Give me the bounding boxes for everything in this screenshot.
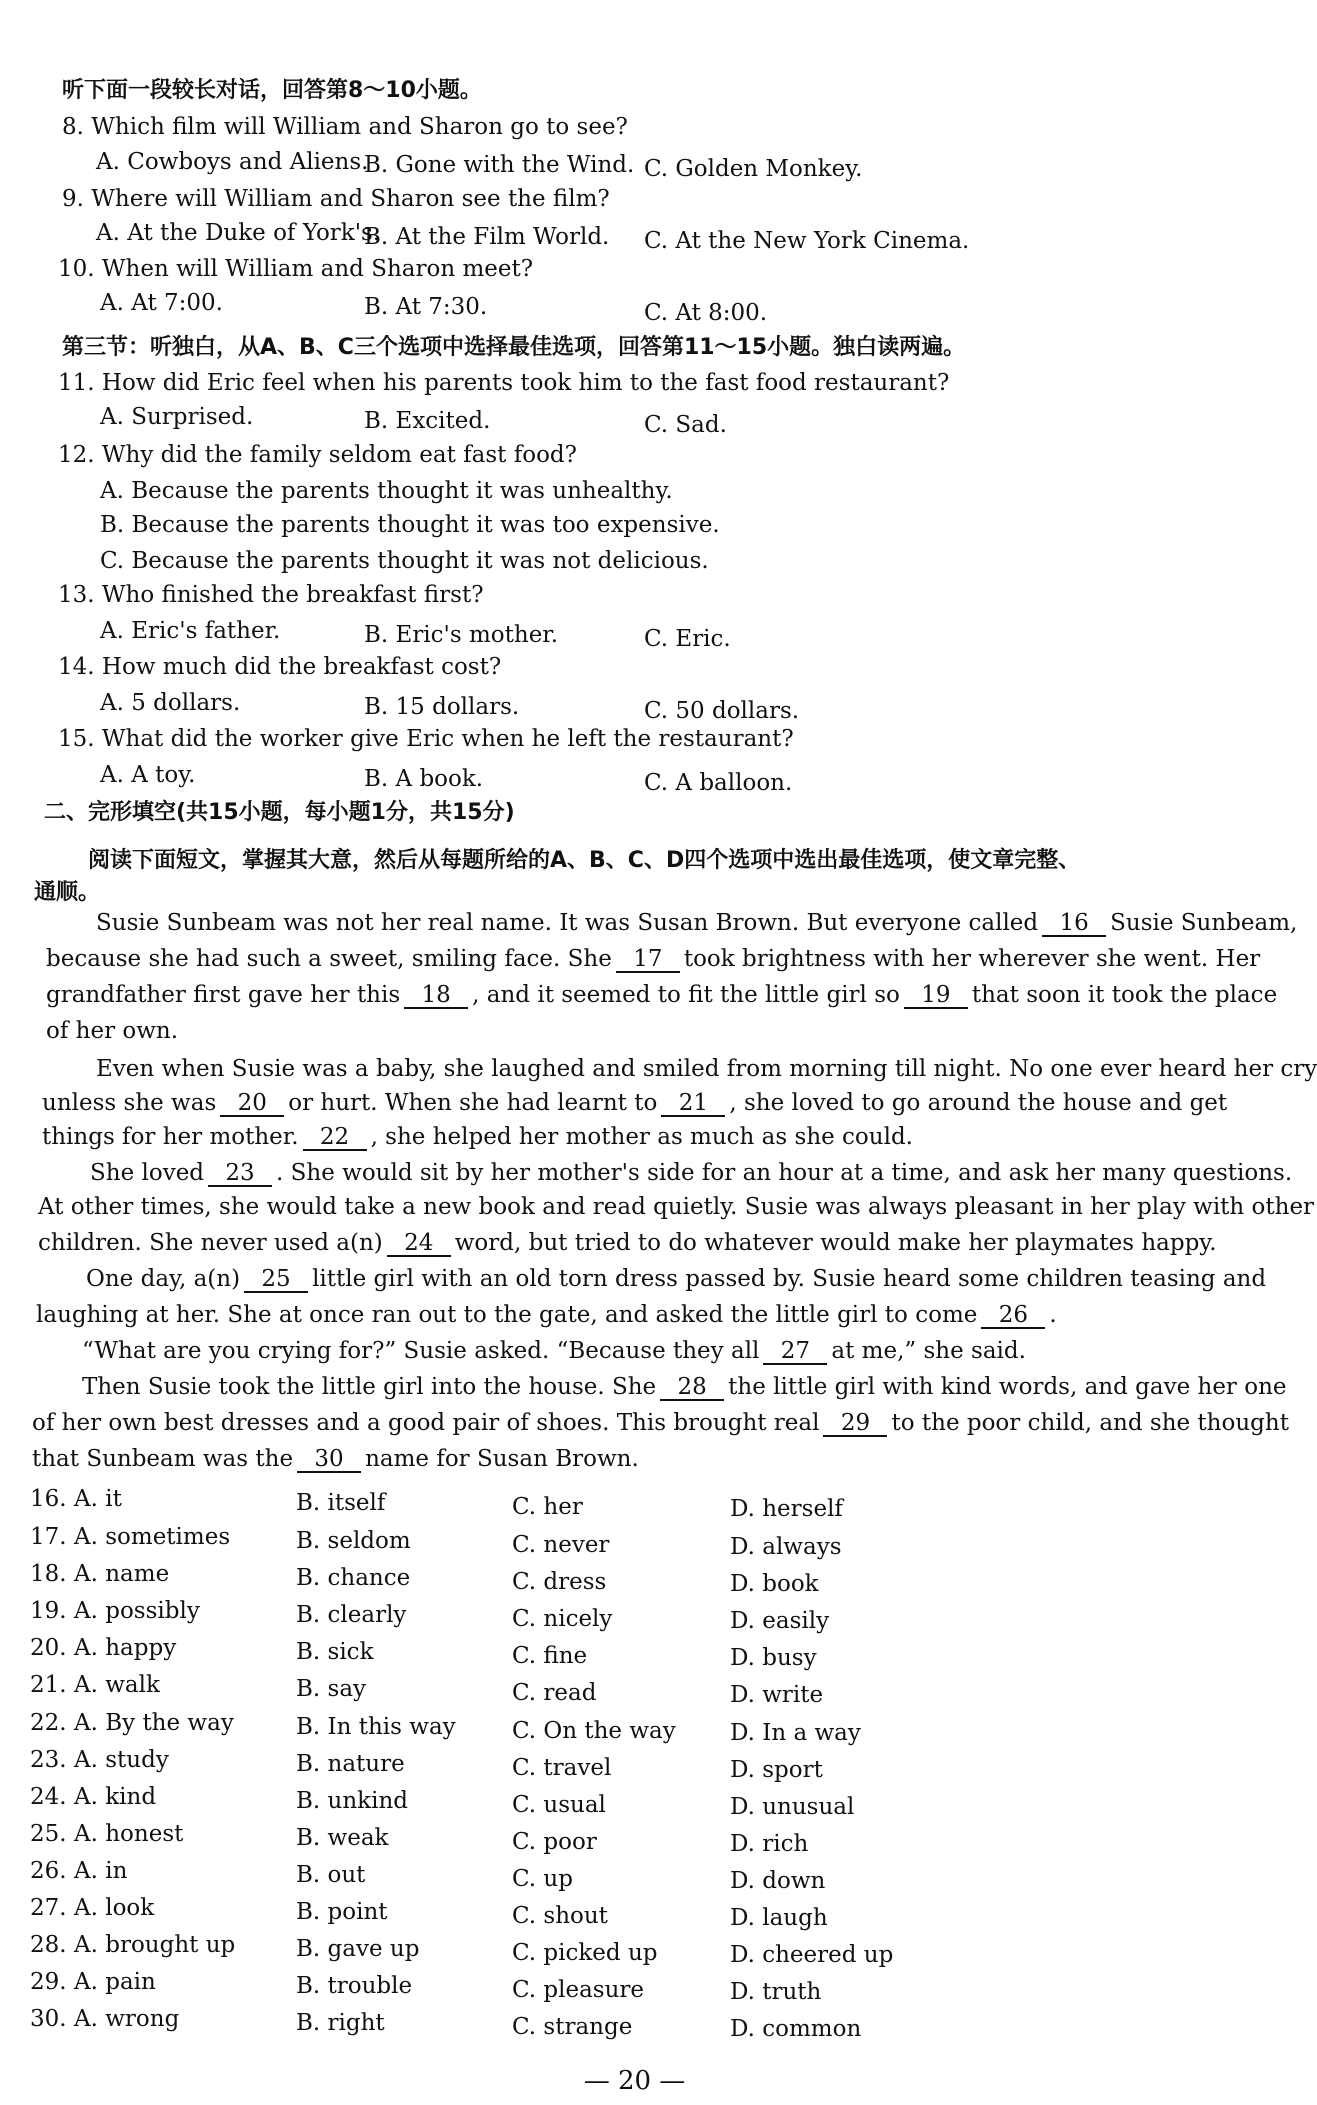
blank-26: 26 [981,1303,1045,1329]
option-b: B. gave up [296,1936,420,1962]
passage-line: “What are you crying for?” Susie asked. “Because they all 27 at me,” she said. [82,1338,1026,1364]
option-c: C. A balloon. [644,770,793,796]
passage-line: that Sunbeam was the 30 name for Susan Brown. [32,1446,639,1472]
option-a: A. possibly [74,1598,200,1624]
passage-line: unless she was 20 or hurt. When she had learnt to 21 , she loved to go around the house and get [42,1090,1228,1116]
blank-25: 25 [244,1267,308,1293]
passage-line: grandfather first gave her this 18 , and it seemed to fit the little girl so 19 that soon it took the place [46,982,1278,1008]
option-b: B. weak [296,1825,389,1851]
option-b: B. nature [296,1751,405,1777]
option-c: C. Eric. [644,626,731,652]
option-a: A. At the Duke of York's. [96,220,381,246]
option-number: 21. [30,1672,67,1698]
option-c: C. shout [512,1903,608,1929]
option-b: B. Excited. [364,408,491,434]
section-intro-dialogue: 听下面一段较长对话，回答第8～10小题。 [62,78,482,103]
option-b: B. Eric's mother. [364,622,559,648]
option-d: D. In a way [730,1720,861,1746]
passage-line: Susie Sunbeam was not her real name. It was Susan Brown. But everyone called 16 Susie Sunbeam, [96,910,1298,936]
question-stem: 15. What did the worker give Eric when he left the restaurant? [58,726,794,752]
option-a: A. pain [74,1969,156,1995]
option-c: C. pleasure [512,1977,645,2003]
blank-16: 16 [1042,911,1106,937]
option-d: D. rich [730,1831,809,1857]
option-a: A. brought up [74,1932,236,1958]
option-number: 28. [30,1932,67,1958]
option-number: 18. [30,1561,67,1587]
option-b: B. right [296,2010,385,2036]
option-c: C. usual [512,1792,606,1818]
blank-18: 18 [404,983,468,1009]
blank-29: 29 [823,1411,887,1437]
question-stem: 9. Where will William and Sharon see the film? [62,186,610,212]
passage-line: One day, a(n) 25 little girl with an old torn dress passed by. Susie heard some children teasing and [86,1266,1267,1292]
option-b: B. point [296,1899,388,1925]
option-b: B. sick [296,1639,374,1665]
option-a: A. study [74,1747,169,1773]
passage-line: Then Susie took the little girl into the house. She 28 the little girl with kind words, and gave her one [82,1374,1287,1400]
option-a: A. By the way [74,1710,234,1736]
option-a: A. in [74,1858,128,1884]
option-number: 23. [30,1747,67,1773]
blank-21: 21 [661,1091,725,1117]
option-c: C. her [512,1494,583,1520]
option-c: C. picked up [512,1940,658,1966]
passage-line: She loved 23 . She would sit by her mother's side for an hour at a time, and ask her many questions. [90,1160,1293,1186]
option-a: A. happy [74,1635,177,1661]
option-b: B. Because the parents thought it was too expensive. [100,512,720,538]
option-b: B. A book. [364,766,484,792]
question-stem: 12. Why did the family seldom eat fast food? [58,442,577,468]
option-b: B. 15 dollars. [364,694,520,720]
option-number: 20. [30,1635,67,1661]
question-stem: 8. Which film will William and Sharon go to see? [62,114,628,140]
option-a: A. 5 dollars. [100,690,241,716]
option-a: A. A toy. [100,762,196,788]
passage-line: because she had such a sweet, smiling face. She 17 took brightness with her wherever she went. Her [46,946,1261,972]
option-c: C. Golden Monkey. [644,156,863,182]
option-b: B. unkind [296,1788,408,1814]
option-c: C. strange [512,2014,633,2040]
option-a: A. wrong [74,2006,180,2032]
blank-22: 22 [303,1125,367,1151]
option-b: B. trouble [296,1973,413,1999]
option-number: 24. [30,1784,67,1810]
option-d: D. book [730,1571,819,1597]
blank-27: 27 [763,1339,827,1365]
option-a: A. Surprised. [100,404,254,430]
option-c: C. up [512,1866,573,1892]
option-b: B. At 7:30. [364,294,488,320]
blank-30: 30 [297,1447,361,1473]
option-c: C. On the way [512,1718,676,1744]
option-number: 16. [30,1486,67,1512]
cloze-instructions: 阅读下面短文，掌握其大意，然后从每题所给的A、B、C、D四个选项中选出最佳选项，使文章完整、 [88,848,1081,873]
passage-line: Even when Susie was a baby, she laughed and smiled from morning till night. No one ever heard her cry [96,1056,1317,1082]
option-c: C. 50 dollars. [644,698,800,724]
option-a: A. sometimes [74,1524,231,1550]
question-stem: 13. Who finished the breakfast first? [58,582,484,608]
option-b: B. out [296,1862,366,1888]
option-b: B. itself [296,1490,386,1516]
option-number: 22. [30,1710,67,1736]
page-number: — 20 — [583,2066,686,2096]
option-c: C. travel [512,1755,612,1781]
option-c: C. nicely [512,1606,613,1632]
option-c: C. never [512,1532,610,1558]
blank-20: 20 [220,1091,284,1117]
option-a: A. Cowboys and Aliens. [96,149,369,175]
option-b: B. say [296,1676,367,1702]
section-heading-cloze: 二、完形填空(共15小题，每小题1分，共15分) [44,800,515,825]
passage-line: At other times, she would take a new book and read quietly. Susie was always pleasant in her play with other [38,1194,1315,1220]
option-a: A. it [74,1486,122,1512]
option-number: 29. [30,1969,67,1995]
blank-19: 19 [904,983,968,1009]
question-stem: 14. How much did the breakfast cost? [58,654,502,680]
option-d: D. always [730,1534,842,1560]
option-b: B. chance [296,1565,411,1591]
option-a: A. Because the parents thought it was unhealthy. [100,478,673,504]
option-number: 17. [30,1524,67,1550]
section-intro-monologue: 第三节：听独白，从A、B、C三个选项中选择最佳选项，回答第11～15小题。独白读两遍。 [62,335,966,360]
question-stem: 11. How did Eric feel when his parents took him to the fast food restaurant? [58,370,950,396]
question-stem: 10. When will William and Sharon meet? [58,256,534,282]
option-a: A. walk [74,1672,160,1698]
option-b: B. Gone with the Wind. [364,152,635,178]
option-d: D. down [730,1868,826,1894]
option-number: 30. [30,2006,67,2032]
option-a: A. honest [74,1821,184,1847]
option-c: C. fine [512,1643,588,1669]
option-b: B. clearly [296,1602,407,1628]
option-c: C. Sad. [644,412,727,438]
option-d: D. common [730,2016,862,2042]
blank-23: 23 [208,1161,272,1187]
passage-line: laughing at her. She at once ran out to the gate, and asked the little girl to come 26 . [36,1302,1057,1328]
option-number: 25. [30,1821,67,1847]
option-b: B. seldom [296,1528,411,1554]
option-c: C. poor [512,1829,597,1855]
option-b: B. In this way [296,1714,456,1740]
option-d: D. write [730,1682,824,1708]
option-d: D. herself [730,1496,843,1522]
option-a: A. Eric's father. [100,618,281,644]
option-c: C. Because the parents thought it was not delicious. [100,548,709,574]
option-c: C. At the New York Cinema. [644,228,970,254]
passage-line: children. She never used a(n) 24 word, but tried to do whatever would make her playmates happy. [38,1230,1217,1256]
cloze-instructions-cont: 通顺。 [34,880,101,905]
option-d: D. easily [730,1608,830,1634]
option-d: D. truth [730,1979,822,2005]
option-number: 26. [30,1858,67,1884]
blank-17: 17 [616,947,680,973]
option-a: A. kind [74,1784,157,1810]
option-number: 27. [30,1895,67,1921]
option-a: A. At 7:00. [100,290,223,316]
blank-28: 28 [660,1375,724,1401]
option-b: B. At the Film World. [364,224,610,250]
blank-24: 24 [387,1231,451,1257]
option-d: D. cheered up [730,1942,894,1968]
passage-line: of her own. [46,1018,179,1044]
option-a: A. name [74,1561,170,1587]
option-c: C. At 8:00. [644,300,768,326]
passage-line: things for her mother. 22 , she helped her mother as much as she could. [42,1124,913,1150]
option-c: C. read [512,1680,597,1706]
option-d: D. sport [730,1757,823,1783]
option-a: A. look [74,1895,155,1921]
passage-line: of her own best dresses and a good pair of shoes. This brought real 29 to the poor child, and she thought [32,1410,1289,1436]
option-c: C. dress [512,1569,607,1595]
option-d: D. unusual [730,1794,855,1820]
option-d: D. laugh [730,1905,828,1931]
option-number: 19. [30,1598,67,1624]
option-d: D. busy [730,1645,817,1671]
